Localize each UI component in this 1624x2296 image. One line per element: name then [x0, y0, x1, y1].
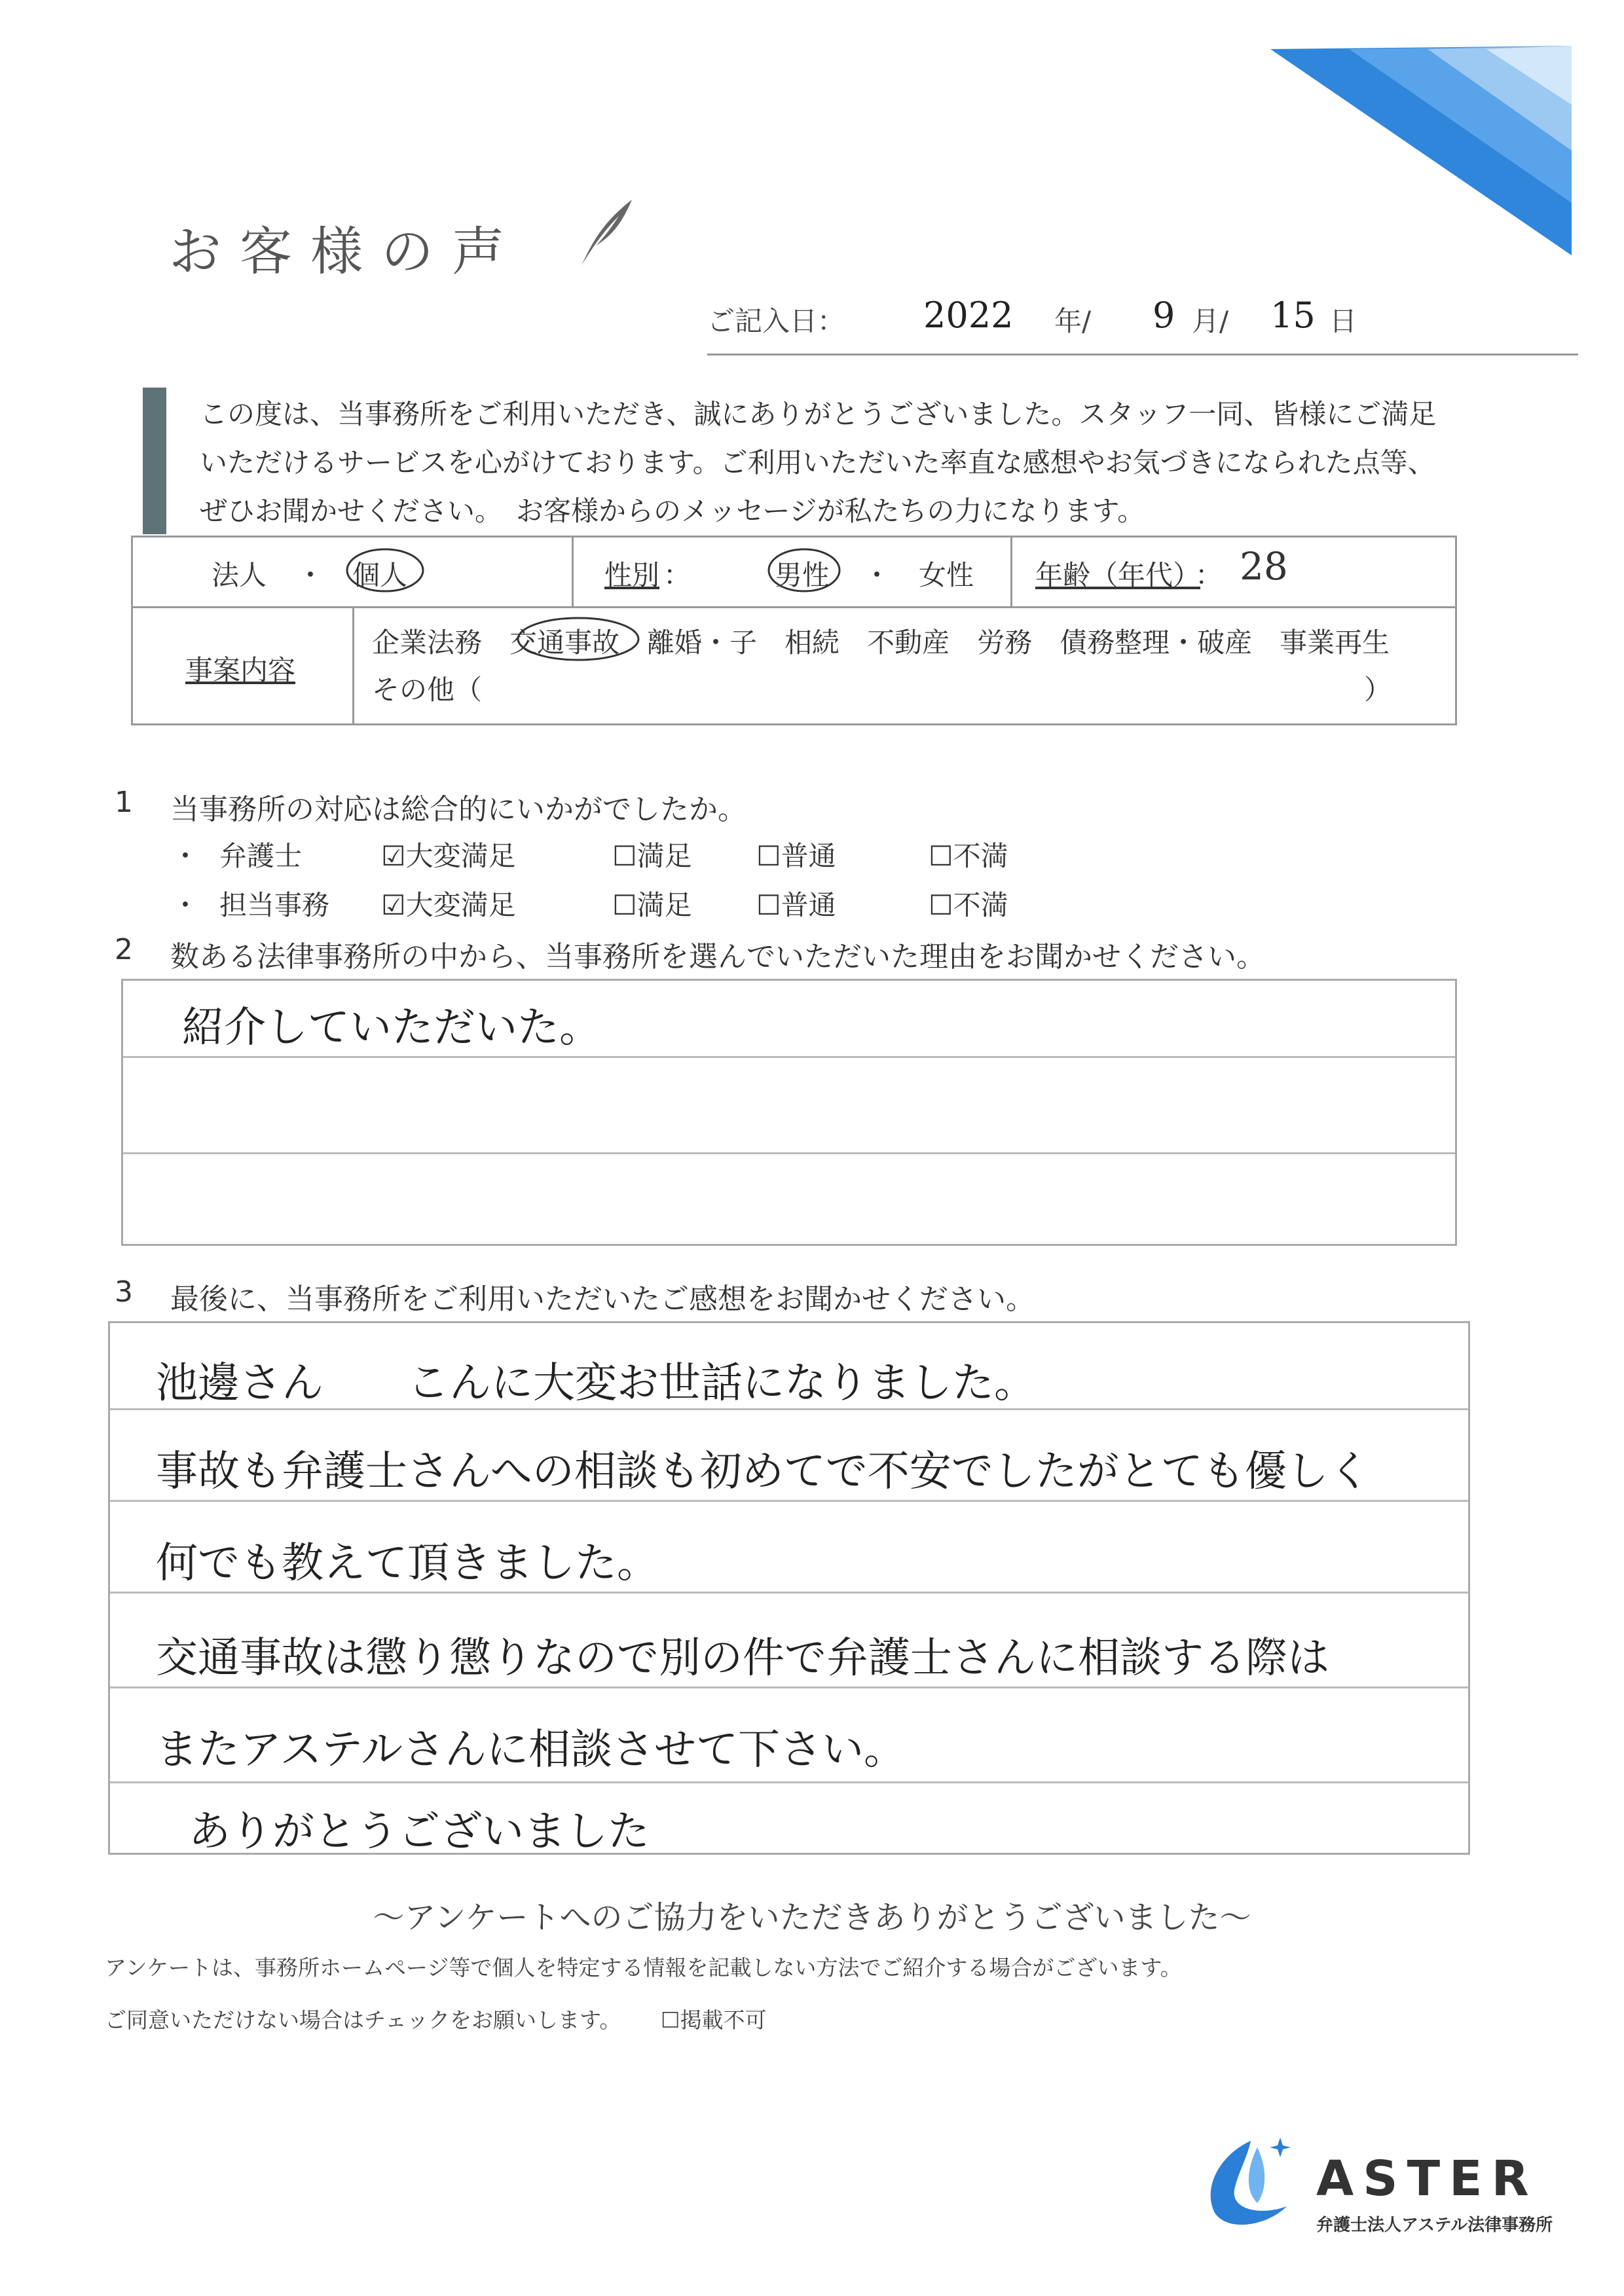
- q1-row-label: 弁護士: [219, 840, 303, 872]
- q1-option[interactable]: ☐満足: [612, 840, 692, 872]
- brand-name: ASTER: [1316, 2151, 1538, 2207]
- q1-option[interactable]: ☐普通: [756, 840, 836, 872]
- q3-answer-line: 事故も弁護士さんへの相談も初めてで不安でしたがとても優しく: [156, 1448, 1371, 1496]
- case-item: 離婚・子: [647, 627, 758, 659]
- date-year: 2022: [923, 295, 1014, 336]
- q1-number: 1: [115, 786, 133, 819]
- date-month: 9: [1153, 295, 1175, 336]
- circle-mark: [342, 544, 428, 596]
- dot: ・: [863, 559, 891, 591]
- q2-question: 数ある法律事務所の中から、当事務所を選んでいただいた理由をお聞かせください。: [170, 940, 1265, 974]
- case-item: 企業法務: [372, 627, 483, 659]
- colon: ：: [663, 559, 692, 591]
- case-item: 不動産: [867, 627, 950, 659]
- q3-answer-line: 交通事故は懲り懲りなので別の件で弁護士さんに相談する際は: [156, 1634, 1329, 1683]
- q3-answer-box: [108, 1321, 1470, 1855]
- intro-bar: [143, 388, 166, 534]
- info-row-basic: [133, 538, 1455, 608]
- q3-number: 3: [115, 1275, 133, 1309]
- circle-mark: [513, 613, 644, 665]
- age-label: 年齢（年代）: [1035, 559, 1201, 591]
- q3-answer-line: 池邊さん こんに大変お世話になりました。: [156, 1359, 1036, 1408]
- gender-label: 性別: [604, 559, 660, 591]
- q3-answer-line: ありがとうございました: [189, 1808, 650, 1856]
- gender-male: 男性: [775, 559, 830, 591]
- bullet: ・: [172, 840, 200, 872]
- intro-line: この度は、当事務所をご利用いただき、誠にありがとうございました。スタッフ一同、皆様にご満足: [200, 398, 1437, 430]
- q2-answer-box: [121, 979, 1457, 1246]
- date-day: 15: [1270, 295, 1316, 336]
- case-item: 相続: [784, 627, 840, 659]
- q1-option[interactable]: ☐不満: [929, 889, 1008, 921]
- year-unit: 年/: [1054, 305, 1092, 337]
- case-other-close: ）: [1364, 674, 1392, 706]
- footer-note: [105, 2003, 766, 2034]
- type-indiv: 個人: [352, 559, 408, 591]
- colon: ：: [1195, 559, 1223, 591]
- case-item: 事業再生: [1280, 627, 1390, 659]
- q3-answer-line: 何でも教えて頂きました。: [156, 1539, 659, 1588]
- dot: ・: [297, 559, 325, 591]
- page-title: お客様の声: [169, 221, 523, 282]
- date-row: [707, 295, 1578, 355]
- q1-option[interactable]: ☐満足: [612, 889, 692, 921]
- bullet: ・: [172, 889, 200, 921]
- thanks-message: ～アンケートへのご協力をいただきありがとうございました～: [373, 1899, 1251, 1936]
- no-publish-checkbox[interactable]: ☐掲載不可: [660, 2007, 767, 2033]
- q2-answer: 紹介していただいた。: [182, 1004, 601, 1052]
- case-item: 労務: [977, 627, 1033, 659]
- intro-line: ぜひお聞かせください。 お客様からのメッセージが私たちの力になります。: [200, 495, 1145, 527]
- date-label: ご記入日：: [707, 305, 845, 337]
- q1-option[interactable]: ☐普通: [756, 889, 836, 921]
- feather-icon: [576, 196, 635, 268]
- q1-row-label: 担当事務: [219, 889, 330, 921]
- q2-number: 2: [115, 933, 133, 966]
- intro-text: [200, 390, 1509, 536]
- day-unit: 日: [1329, 305, 1357, 337]
- info-table: [131, 536, 1457, 725]
- footer-note: アンケートは、事務所ホームページ等で個人を特定する情報を記載しない方法でご紹介する場合がございます。: [105, 1955, 1182, 1980]
- gender-female: 女性: [919, 559, 974, 591]
- type-corp: 法人: [212, 559, 267, 591]
- case-other: その他（: [372, 674, 483, 706]
- footer-note-consent: ご同意いただけない場合はチェックをお願いします。: [105, 2007, 621, 2033]
- case-label: 事案内容: [185, 654, 296, 686]
- q1-question: 当事務所の対応は総合的にいかがでしたか。: [170, 793, 747, 826]
- brand-subtitle: 弁護士法人アステル法律事務所: [1316, 2215, 1553, 2235]
- aster-logo-icon: [1195, 2128, 1306, 2232]
- q3-question: 最後に、当事務所をご利用いただいたご感想をお聞かせください。: [170, 1283, 1035, 1316]
- circle-mark: [765, 544, 843, 596]
- month-unit: 月/: [1192, 305, 1229, 337]
- corner-decoration: [1270, 46, 1572, 255]
- q1-option[interactable]: ☐不満: [929, 840, 1008, 872]
- case-item: 債務整理・破産: [1060, 627, 1253, 659]
- q3-answer-line: またアステルさんに相談させて下さい。: [156, 1726, 906, 1774]
- age-value: 28: [1240, 544, 1288, 589]
- case-item: 交通事故: [509, 627, 620, 659]
- q1-option-checked[interactable]: ☑大変満足: [381, 889, 516, 921]
- q1-option-checked[interactable]: ☑大変満足: [381, 840, 516, 872]
- intro-line: いただけるサービスを心がけております。ご利用いただいた率直な感想やお気づきになられた点等、: [200, 446, 1435, 479]
